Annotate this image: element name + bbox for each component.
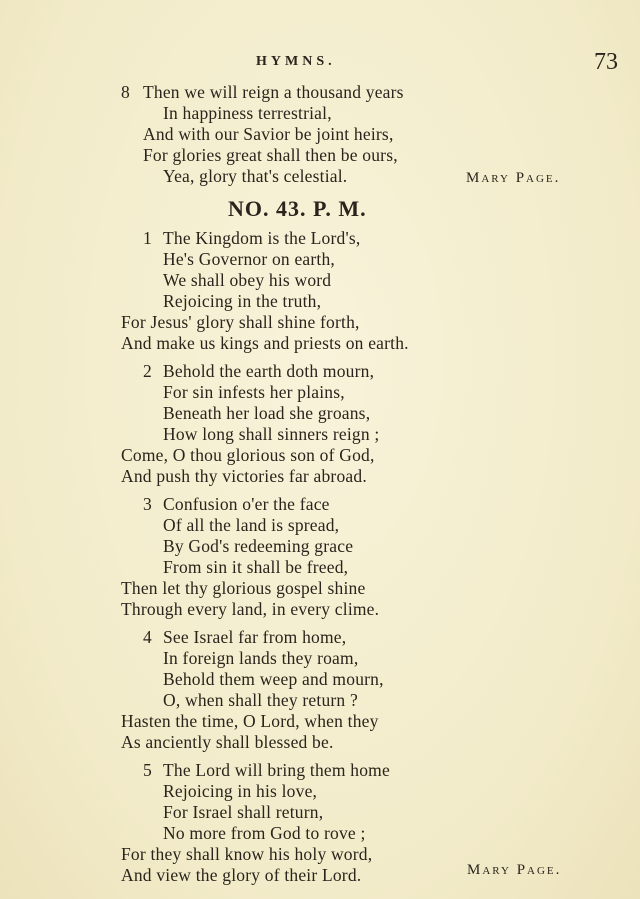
stanza-number: 2 [143, 361, 152, 381]
hymn-line: He's Governor on earth, [163, 249, 336, 269]
running-title: HYMNS. [256, 54, 336, 69]
hymn-line: Beneath her load she groans, [163, 403, 371, 423]
hymn-line: For sin infests her plains, [163, 382, 345, 402]
hymn-line: And with our Savior be joint heirs, [143, 124, 394, 144]
hymn-line: In happiness terrestrial, [163, 103, 332, 123]
author-attribution: Mary Page. [466, 170, 561, 186]
hymn-line: And make us kings and priests on earth. [121, 333, 409, 353]
hymn-line: For glories great shall then be ours, [143, 145, 398, 165]
hymn-line: Rejoicing in his love, [163, 781, 318, 801]
hymn-line: We shall obey his word [163, 270, 332, 290]
stanza-number: 1 [143, 228, 152, 248]
hymn-line: The Kingdom is the Lord's, [163, 228, 361, 248]
stanza-number: 4 [143, 627, 152, 647]
hymn-line: Rejoicing in the truth, [163, 291, 322, 311]
hymn-line: From sin it shall be freed, [163, 557, 349, 577]
hymn-line: Come, O thou glorious son of God, [121, 445, 375, 465]
hymn-line: For Jesus' glory shall shine forth, [121, 312, 360, 332]
stanza-number: 8 [121, 82, 130, 102]
hymn-line: Confusion o'er the face [163, 494, 330, 514]
hymn-line: For Israel shall return, [163, 802, 324, 822]
hymn-line: In foreign lands they roam, [163, 648, 359, 668]
hymn-title: NO. 43. P. M. [228, 196, 367, 221]
page-number: 73 [594, 49, 618, 75]
hymn-line: The Lord will bring them home [163, 760, 390, 780]
hymn-line: And view the glory of their Lord. [121, 865, 362, 885]
hymn-line: By God's redeeming grace [163, 536, 354, 556]
hymn-line: Then let thy glorious gospel shine [121, 578, 366, 598]
stanza-number: 5 [143, 760, 152, 780]
hymn-line: Through every land, in every clime. [121, 599, 380, 619]
author-attribution: Mary Page. [467, 862, 562, 878]
hymn-line: Yea, glory that's celestial. [163, 166, 348, 186]
hymn-line: Behold the earth doth mourn, [163, 361, 375, 381]
hymn-line: As anciently shall blessed be. [121, 732, 334, 752]
hymn-line: How long shall sinners reign ; [163, 424, 380, 444]
hymn-line: Of all the land is spread, [163, 515, 340, 535]
hymn-line: Then we will reign a thousand years [143, 82, 404, 102]
hymn-line: For they shall know his holy word, [121, 844, 373, 864]
hymn-line: And push thy victories far abroad. [121, 466, 367, 486]
hymn-line: Hasten the time, O Lord, when they [121, 711, 379, 731]
hymn-line: No more from God to rove ; [163, 823, 366, 843]
hymn-line: O, when shall they return ? [163, 690, 358, 710]
hymn-line: Behold them weep and mourn, [163, 669, 384, 689]
hymn-line: See Israel far from home, [163, 627, 347, 647]
stanza-number: 3 [143, 494, 152, 514]
